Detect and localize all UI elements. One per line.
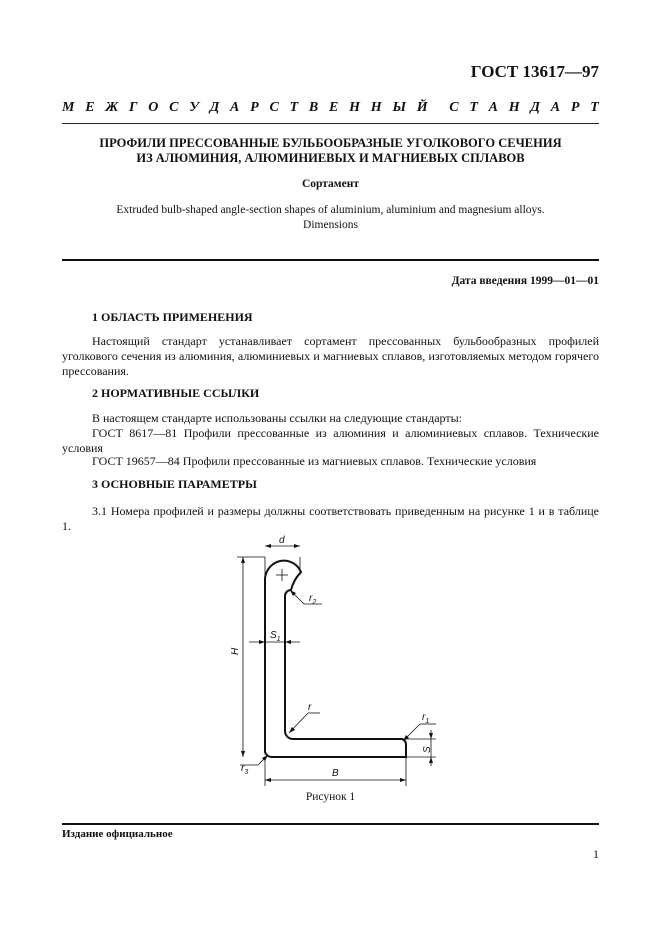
profile-outline xyxy=(265,561,406,757)
banner-letter: У xyxy=(189,100,199,115)
banner-letter: Д xyxy=(530,100,540,115)
banner-letter: Н xyxy=(349,100,361,115)
label-s: S xyxy=(422,746,433,753)
section-1-heading: 1 ОБЛАСТЬ ПРИМЕНЕНИЯ xyxy=(92,310,253,324)
banner-letter: О xyxy=(148,100,159,115)
official-edition: Издание официальное xyxy=(62,828,173,840)
label-d: d xyxy=(279,535,285,546)
banner-letter: С xyxy=(269,100,279,115)
label-r: r xyxy=(308,702,312,713)
label-r3: $r_3$ xyxy=(241,763,249,776)
introduction-date: Дата введения 1999—01—01 xyxy=(451,275,599,287)
standard-code: ГОСТ 13617—97 xyxy=(470,62,599,81)
english-title-line-2: Dimensions xyxy=(303,219,358,231)
section-2-heading: 2 НОРМАТИВНЫЕ ССЫЛКИ xyxy=(92,386,260,400)
title-line-1: ПРОФИЛИ ПРЕССОВАННЫЕ БУЛЬБООБРАЗНЫЕ УГОЛКОВОГО СЕЧЕНИЯ xyxy=(99,136,562,150)
english-title-line-1: Extruded bulb-shaped angle-section shapes of aluminium, aluminium and magnesium alloys. xyxy=(116,204,545,216)
section-2-intro: В настоящем стандарте использованы ссылки на следующие стандарты: xyxy=(92,411,463,425)
banner-letter: С xyxy=(449,100,459,115)
banner-letter: Ж xyxy=(105,100,119,115)
footer-rule xyxy=(62,823,599,825)
banner-letter: А xyxy=(488,100,498,115)
section-2-ref-1: ГОСТ 8617—81 Профили прессованные из алюминия и алюминиевых сплавов. Технические условия xyxy=(62,426,599,455)
banner-letter: С xyxy=(169,100,179,115)
banner-letter: Т xyxy=(590,100,599,115)
section-2-ref-2: ГОСТ 19657—84 Профили прессованные из магниевых сплавов. Технические условия xyxy=(92,454,537,468)
banner-letter: Р xyxy=(250,100,259,115)
figure-caption: Рисунок 1 xyxy=(305,791,356,803)
banner-letter: А xyxy=(550,100,561,115)
banner-letter: А xyxy=(230,100,240,115)
label-b: B xyxy=(332,768,339,779)
banner-letter: Р xyxy=(570,100,580,115)
banner-letter: Т xyxy=(469,100,478,115)
banner-letter: Т xyxy=(289,100,299,115)
section-1-text: Настоящий стандарт устанавливает сортамент прессованных бульбообразных профилей уголкового сечения из алюминия, алюминиевых и магниевых сплавов, изготовляемых методом горячего прессования. xyxy=(62,334,599,378)
banner-letter: Ы xyxy=(392,100,407,115)
page-number: 1 xyxy=(593,847,599,861)
banner-letter: Г xyxy=(128,100,138,115)
banner-letter: Н xyxy=(370,100,382,115)
title-line-2: ИЗ АЛЮМИНИЯ, АЛЮМИНИЕВЫХ И МАГНИЕВЫХ СПЛАВОВ xyxy=(136,151,525,165)
banner-letter: Е xyxy=(329,100,339,115)
section-3-text: 3.1 Номера профилей и размеры должны соответствовать приведенным на рисунке 1 и в таблице 1. xyxy=(62,504,599,533)
label-h: H xyxy=(230,647,241,655)
section-3-heading: 3 ОСНОВНЫЕ ПАРАМЕТРЫ xyxy=(92,477,257,491)
label-s1: $S_1$ xyxy=(270,630,281,643)
document-subtitle: Сортамент xyxy=(301,178,360,190)
banner-letter: М xyxy=(62,100,75,115)
label-r1: $r_1$ xyxy=(422,712,430,725)
banner-letter: Н xyxy=(508,100,520,115)
banner-letter: В xyxy=(308,100,319,115)
banner-letter: Е xyxy=(85,100,95,115)
banner-letter: Й xyxy=(416,100,428,115)
banner-letter: Д xyxy=(209,100,220,115)
label-r2: $r_2$ xyxy=(309,593,317,606)
